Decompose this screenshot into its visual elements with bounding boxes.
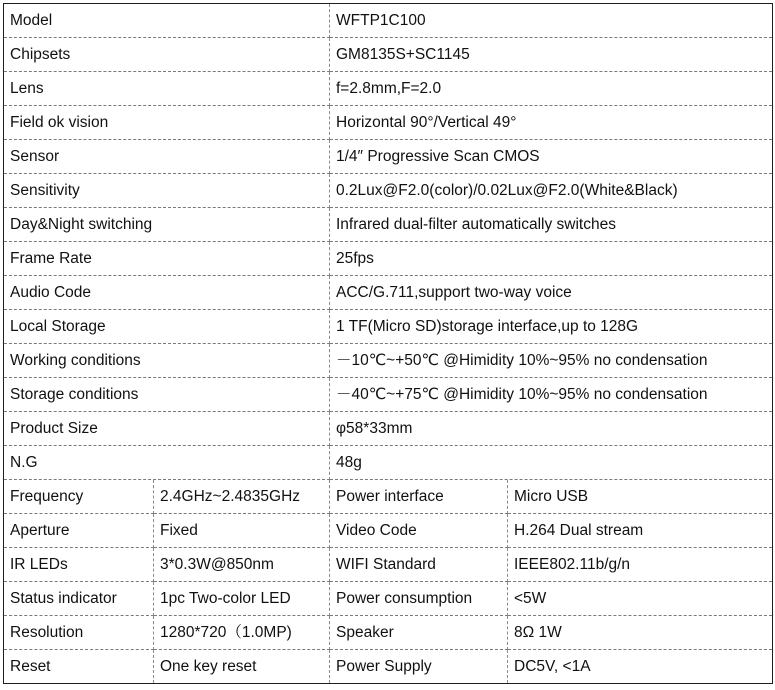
spec-value: 0.2Lux@F2.0(color)/0.02Lux@F2.0(White&Black) — [330, 174, 772, 208]
spec-value: －10℃~+50℃ @Himidity 10%~95% no condensation — [330, 344, 772, 378]
spec-value: Fixed — [154, 514, 330, 548]
spec-label: Lens — [4, 72, 330, 106]
table-row — [4, 548, 772, 582]
table-row — [4, 4, 772, 38]
spec-value: IEEE802.11b/g/n — [508, 548, 772, 582]
table-row — [4, 310, 772, 344]
spec-value: One key reset — [154, 650, 330, 683]
spec-value: 1pc Two-color LED — [154, 582, 330, 616]
spec-label: Video Code — [330, 514, 508, 548]
spec-value: 25fps — [330, 242, 772, 276]
spec-value: －40℃~+75℃ @Himidity 10%~95% no condensation — [330, 378, 772, 412]
spec-value: <5W — [508, 582, 772, 616]
spec-value: GM8135S+SC1145 — [330, 38, 772, 72]
table-row — [4, 208, 772, 242]
table-row — [4, 72, 772, 106]
table-row — [4, 276, 772, 310]
table-row — [4, 378, 772, 412]
spec-label: Resolution — [4, 616, 154, 650]
table-row — [4, 106, 772, 140]
table-row — [4, 344, 772, 378]
spec-value: 1280*720（1.0MP) — [154, 616, 330, 650]
spec-label: N.G — [4, 446, 330, 480]
spec-label: Frequency — [4, 480, 154, 514]
spec-label: WIFI Standard — [330, 548, 508, 582]
table-row — [4, 446, 772, 480]
spec-label: IR LEDs — [4, 548, 154, 582]
spec-label: Local Storage — [4, 310, 330, 344]
spec-value: Micro USB — [508, 480, 772, 514]
spec-label: Day&Night switching — [4, 208, 330, 242]
spec-value: H.264 Dual stream — [508, 514, 772, 548]
spec-value: Infrared dual-filter automatically switches — [330, 208, 772, 242]
spec-label: Power consumption — [330, 582, 508, 616]
spec-value: 1/4″ Progressive Scan CMOS — [330, 140, 772, 174]
spec-label: Aperture — [4, 514, 154, 548]
spec-label: Product Size — [4, 412, 330, 446]
spec-label: Reset — [4, 650, 154, 683]
spec-label: Audio Code — [4, 276, 330, 310]
spec-label: Frame Rate — [4, 242, 330, 276]
spec-value: 48g — [330, 446, 772, 480]
spec-table — [3, 3, 773, 684]
table-row — [4, 140, 772, 174]
spec-label: Field ok vision — [4, 106, 330, 140]
spec-label: Sensitivity — [4, 174, 330, 208]
spec-value: WFTP1C100 — [330, 4, 772, 38]
spec-value: f=2.8mm,F=2.0 — [330, 72, 772, 106]
spec-label: Model — [4, 4, 330, 38]
spec-value: Horizontal 90°/Vertical 49° — [330, 106, 772, 140]
spec-table-body — [4, 4, 772, 683]
spec-value: DC5V, <1A — [514, 657, 591, 675]
spec-value: 3*0.3W@850nm — [154, 548, 330, 582]
spec-label: Power interface — [330, 480, 508, 514]
table-row — [4, 514, 772, 548]
spec-value: ACC/G.711,support two-way voice — [330, 276, 772, 310]
spec-value: 2.4GHz~2.4835GHz — [154, 480, 330, 514]
table-row — [4, 412, 772, 446]
table-row — [4, 174, 772, 208]
table-row — [4, 650, 772, 683]
table-row — [4, 616, 772, 650]
table-row — [4, 582, 772, 616]
spec-value: 1 TF(Micro SD)storage interface,up to 128G — [330, 310, 772, 344]
spec-label: Sensor — [4, 140, 330, 174]
spec-label: Power Supply — [330, 650, 508, 683]
spec-value: φ58*33mm — [330, 412, 772, 446]
spec-value: 8Ω 1W — [508, 616, 772, 650]
spec-label: Status indicator — [4, 582, 154, 616]
table-row — [4, 480, 772, 514]
spec-label: Working conditions — [4, 344, 330, 378]
table-row — [4, 242, 772, 276]
spec-label: Speaker — [330, 616, 508, 650]
spec-label: Chipsets — [4, 38, 330, 72]
spec-label: Storage conditions — [4, 378, 330, 412]
table-row — [4, 38, 772, 72]
